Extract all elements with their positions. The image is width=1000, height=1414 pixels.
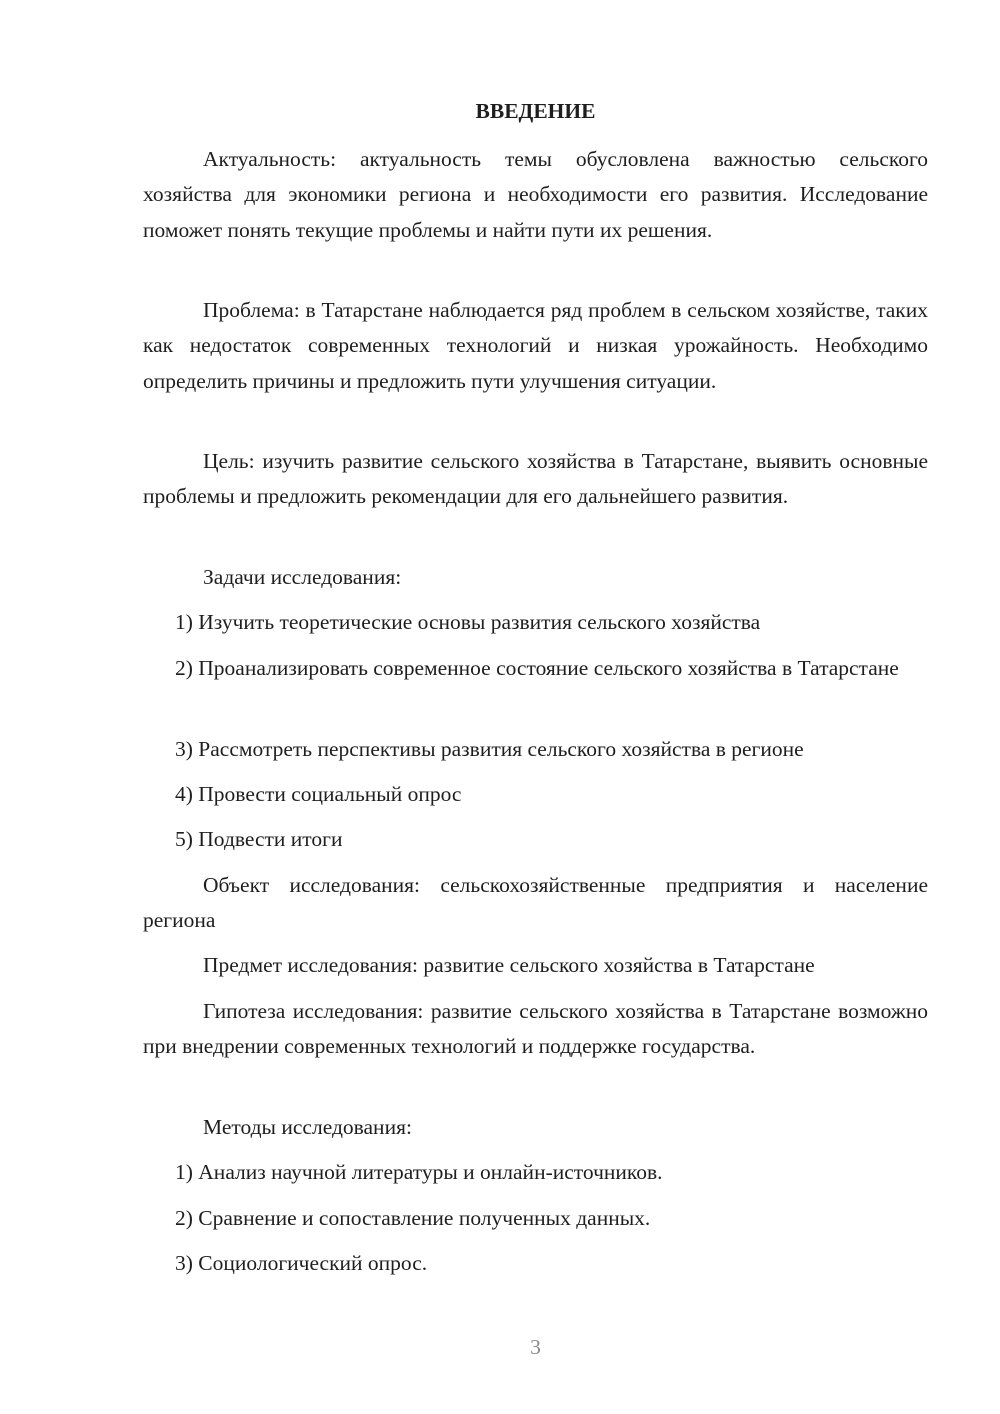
relevance-paragraph: Актуальность: актуальность темы обусловлена важностью сельского хозяйства для экономики региона и необходимости его развития. Исследование поможет понять текущие проблемы и найти пути их решения.	[143, 147, 928, 242]
task-item: 2) Проанализировать современное состояние сельского хозяйства в Татарстане	[175, 656, 899, 680]
tasks-heading: Задачи исследования:	[203, 565, 402, 589]
task-item: 3) Рассмотреть перспективы развития сельского хозяйства в регионе	[175, 737, 804, 761]
document-page	[143, 0, 928, 1414]
task-item: 5) Подвести итоги	[175, 827, 343, 851]
method-item: 1) Анализ научной литературы и онлайн-источников.	[175, 1160, 663, 1184]
methods-heading: Методы исследования:	[203, 1115, 412, 1139]
method-item: 3) Социологический опрос.	[175, 1251, 428, 1275]
goal-paragraph: Цель: изучить развитие сельского хозяйства в Татарстане, выявить основные проблемы и предложить рекомендации для его дальнейшего развития.	[143, 449, 928, 509]
problem-paragraph: Проблема: в Татарстане наблюдается ряд проблем в сельском хозяйстве, таких как недостаток современных технологий и низкая урожайность. Необходимо определить причины и предложить пути улучшения ситуации.	[143, 298, 928, 393]
object-paragraph: Объект исследования: сельскохозяйственные предприятия и население региона	[143, 873, 928, 933]
method-item: 2) Сравнение и сопоставление полученных данных.	[175, 1206, 651, 1230]
hypothesis-paragraph: Гипотеза исследования: развитие сельского хозяйства в Татарстане возможно при внедрении современных технологий и поддержке государства.	[143, 999, 928, 1059]
page-number: 3	[530, 1335, 541, 1359]
section-title: ВВЕДЕНИЕ	[475, 99, 596, 123]
task-item: 1) Изучить теоретические основы развития сельского хозяйства	[175, 610, 761, 634]
task-item: 4) Провести социальный опрос	[175, 782, 462, 806]
subject-paragraph: Предмет исследования: развитие сельского хозяйства в Татарстане	[203, 953, 815, 977]
